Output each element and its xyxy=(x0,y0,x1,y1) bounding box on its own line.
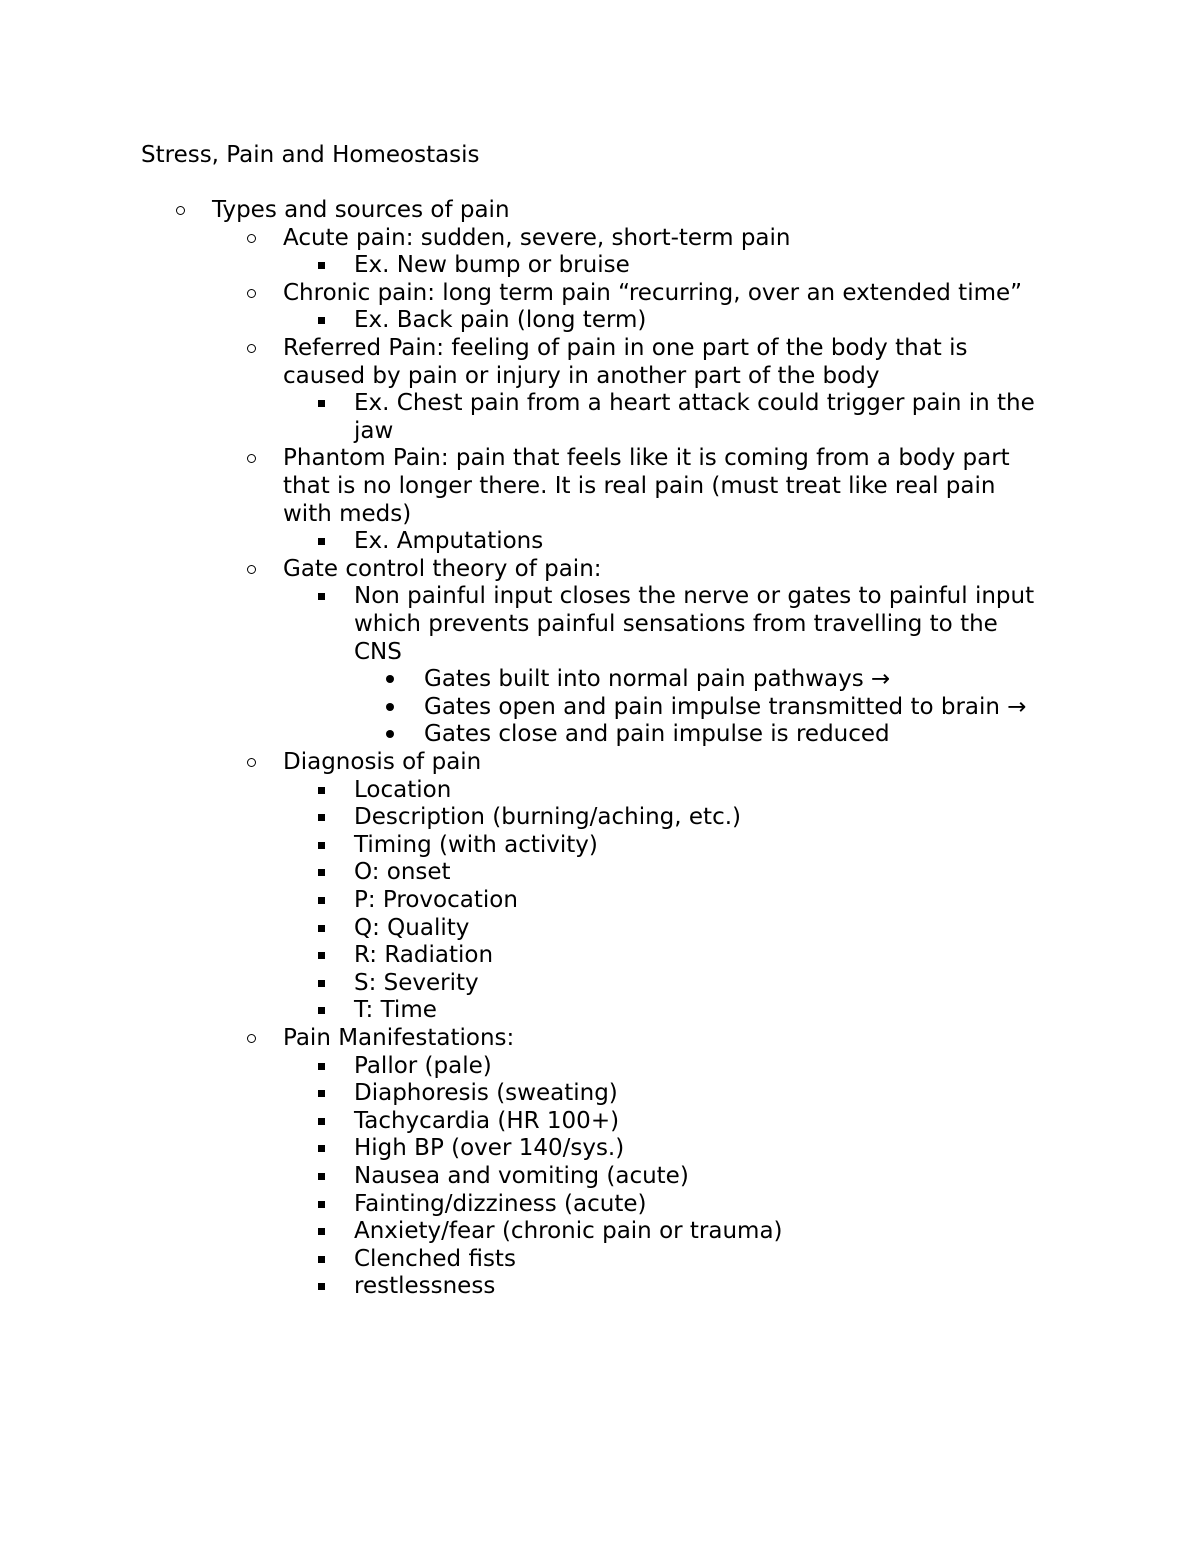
outline-item-line: which prevents painful sensations from travelling to the xyxy=(354,611,998,637)
dot-bullet-icon xyxy=(386,703,394,711)
outline-item-line: Q: Quality xyxy=(354,914,470,941)
outline-item-line: caused by pain or injury in another part of the body xyxy=(283,362,880,389)
square-bullet-icon xyxy=(318,538,325,545)
outline-item-line: Anxiety/fear (chronic pain or trauma) xyxy=(354,1218,783,1245)
circle-bullet-icon xyxy=(247,344,256,353)
circle-bullet-icon xyxy=(247,234,256,243)
square-bullet-icon xyxy=(318,1173,325,1180)
circle-bullet-icon xyxy=(247,454,256,463)
circle-bullet-icon xyxy=(247,1034,256,1043)
circle-bullet-icon xyxy=(247,289,256,298)
outline-item-line: Gate control theory of pain: xyxy=(283,555,602,582)
circle-bullet-icon xyxy=(247,758,256,767)
square-bullet-icon xyxy=(318,869,325,876)
square-bullet-icon xyxy=(318,1228,325,1235)
square-bullet-icon xyxy=(318,317,325,324)
outline-item-line: Acute pain: sudden, severe, short-term pain xyxy=(283,224,791,251)
outline-item-line: Location xyxy=(354,776,452,803)
square-bullet-icon xyxy=(318,952,325,959)
outline-item-line: Clenched fists xyxy=(354,1245,516,1272)
outline-item-line: Tachycardia (HR 100+) xyxy=(354,1107,620,1134)
square-bullet-icon xyxy=(318,262,325,269)
outline-item-line: High BP (over 140/sys.) xyxy=(354,1135,625,1162)
outline-item-line: Description (burning/aching, etc.) xyxy=(354,804,742,831)
outline-item-line: R: Radiation xyxy=(354,942,494,969)
outline-item-line: Types and sources of pain xyxy=(212,197,510,223)
square-bullet-icon xyxy=(318,1090,325,1097)
circle-bullet-icon xyxy=(176,206,185,215)
outline-item-line: CNS xyxy=(354,638,402,665)
document-title: Stress, Pain and Homeostasis xyxy=(141,142,480,168)
outline-item-line: Ex. Chest pain from a heart attack could trigger pain in the xyxy=(354,390,1035,417)
outline-item-line: Pain Manifestations: xyxy=(283,1025,515,1051)
dot-bullet-icon xyxy=(386,730,394,738)
square-bullet-icon xyxy=(318,980,325,987)
square-bullet-icon xyxy=(318,1283,325,1290)
square-bullet-icon xyxy=(318,593,325,600)
outline-item-line: O: onset xyxy=(354,859,451,886)
square-bullet-icon xyxy=(318,1256,325,1263)
outline-item-line: with meds) xyxy=(283,500,412,527)
square-bullet-icon xyxy=(318,925,325,932)
outline-item-line: Diagnosis of pain xyxy=(283,749,482,775)
outline-item-line: Pallor (pale) xyxy=(354,1052,492,1079)
outline-item-line: Timing (with activity) xyxy=(354,831,598,858)
square-bullet-icon xyxy=(318,787,325,794)
outline-item-line: S: Severity xyxy=(354,969,479,996)
outline-item-line: Nausea and vomiting (acute) xyxy=(354,1163,689,1189)
square-bullet-icon xyxy=(318,400,325,407)
square-bullet-icon xyxy=(318,1201,325,1208)
outline-item-line: Ex. New bump or bruise xyxy=(354,252,630,279)
outline-item-line: Non painful input closes the nerve or gates to painful input xyxy=(354,583,1035,610)
square-bullet-icon xyxy=(318,842,325,849)
outline-item-line: Referred Pain: feeling of pain in one part of the body that is xyxy=(283,335,968,361)
outline-item-line: P: Provocation xyxy=(354,887,518,913)
outline-item-line: Gates close and pain impulse is reduced xyxy=(424,721,890,748)
outline-item-line: restlessness xyxy=(354,1273,496,1300)
outline-item-line: T: Time xyxy=(354,997,437,1024)
outline-item-line: Ex. Back pain (long term) xyxy=(354,307,647,334)
outline-item-line: Ex. Amputations xyxy=(354,528,544,555)
dot-bullet-icon xyxy=(386,675,394,683)
square-bullet-icon xyxy=(318,897,325,904)
outline-item-line: Gates built into normal pain pathways → xyxy=(424,666,891,693)
outline-item-line: Phantom Pain: pain that feels like it is coming from a body part xyxy=(283,445,1010,472)
square-bullet-icon xyxy=(318,1007,325,1014)
square-bullet-icon xyxy=(318,1145,325,1152)
outline-item-line: Gates open and pain impulse transmitted to brain → xyxy=(424,693,1027,720)
outline-item-line: jaw xyxy=(354,417,394,444)
outline-item-line: Chronic pain: long term pain “recurring, over an extended time” xyxy=(283,279,1023,306)
square-bullet-icon xyxy=(318,814,325,821)
circle-bullet-icon xyxy=(247,565,256,574)
outline-item-line: Fainting/dizziness (acute) xyxy=(354,1190,647,1217)
outline-item-line: Diaphoresis (sweating) xyxy=(354,1080,618,1107)
square-bullet-icon xyxy=(318,1118,325,1125)
square-bullet-icon xyxy=(318,1063,325,1070)
outline-item-line: that is no longer there. It is real pain (must treat like real pain xyxy=(283,473,996,499)
